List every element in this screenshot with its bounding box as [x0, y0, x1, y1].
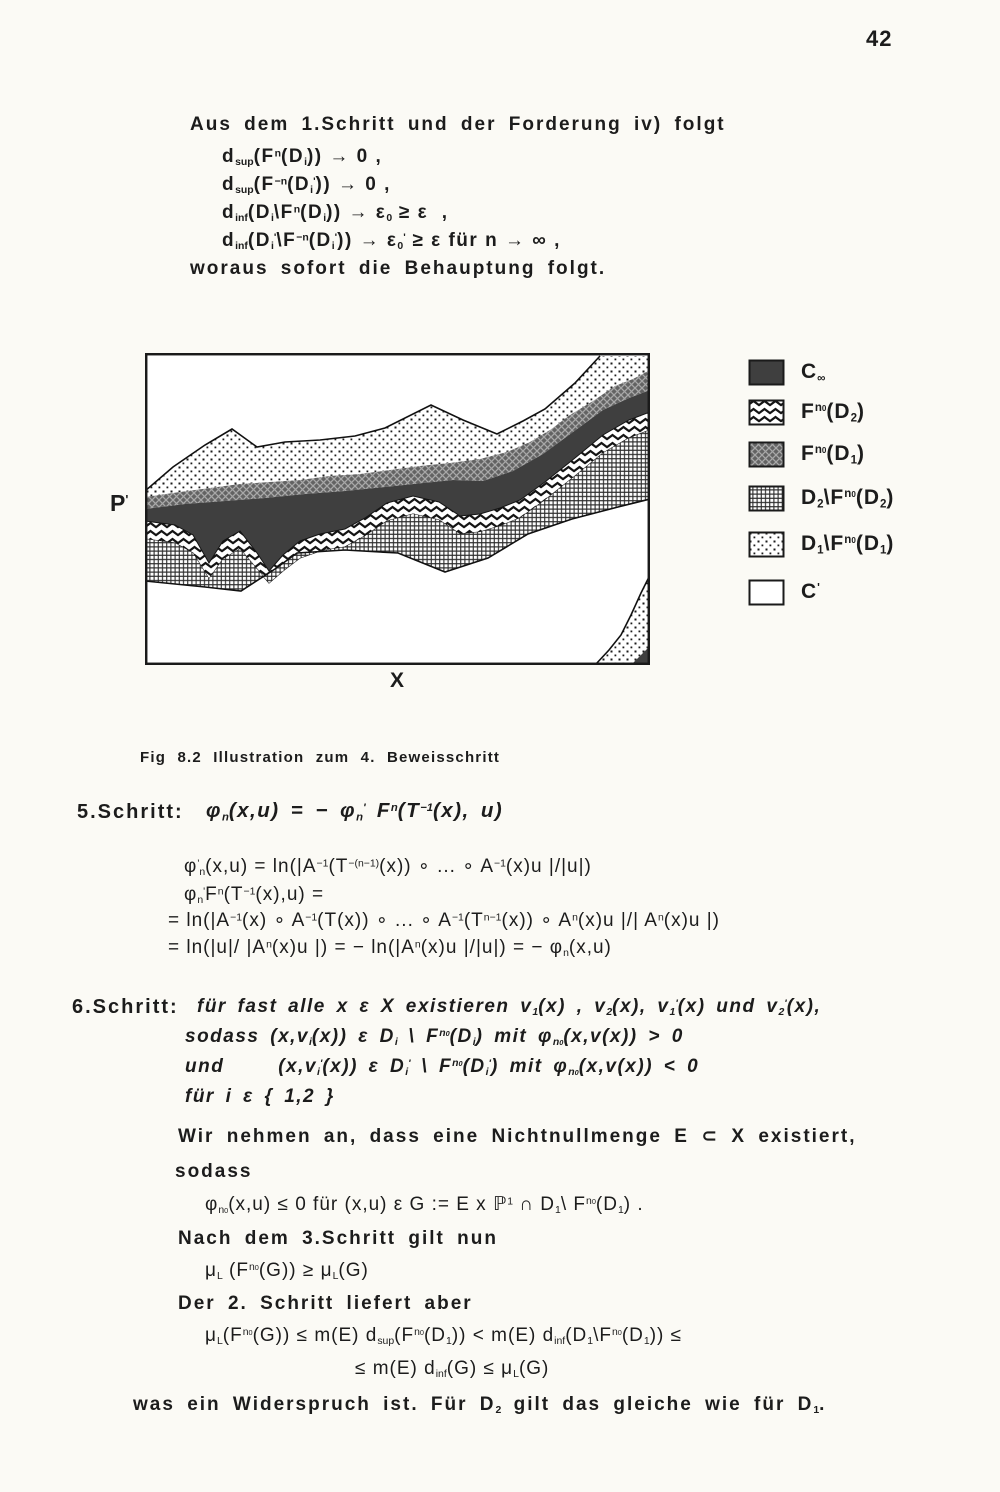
legend-label-c-infinity: $C_\infty$: [801, 359, 826, 385]
step5-derivation-3: = $\ln(|A^{-1}(x)$ ∘ $A^{-1}(T(x))$ ∘ ... ∘ $A^{-1}(T^{n-1}(x))$ ∘ $A^n(x)u$ |/| $A^n(x)u$ |): [168, 910, 721, 931]
legend-swatch-d1-minus: [748, 531, 785, 558]
step5-derivation-1: $\varphi'_n(x,u) = \ln(|A^{-1}(T^{-(n-1)}(x))$ ∘ ... ∘ $A^{-1}(x)u$ |/|u|): [184, 856, 592, 879]
proof-equation-3: $\mu_L(F^{n0}(G)) \le m(E) d_{sup}(F^{n0}(D_1)) < m(E)$ $d_{inf}(D_1\backslash F^{n0}(D_1))$ ≤: [205, 1325, 683, 1348]
step5-derivation-2: $\varphi_n'F^n(T^{-1}(x),u)$ =: [184, 884, 325, 907]
legend-label-f-n0-d1: $F^{n0}(D_1)$: [801, 441, 865, 467]
step6-claim-1: für fast alle x ε X existieren $v_1(x)$ , $v_2(x)$, $v_1'(x)$ und $v_2'(x)$,: [197, 996, 822, 1019]
step5-derivation-4: = ln(|u|/ $|A^n(x)u$ |) = − $\ln(|A^n(x)u$ |/|u|) = − $\varphi_n(x,u)$: [168, 937, 612, 960]
page-number: 42: [866, 26, 893, 51]
intro-equation-3: $d_{inf}(D_i\backslash F^n(D_i)) \to \varepsilon_0 \ge \varepsilon$ ,: [222, 202, 449, 225]
legend-row-f-n0-d2: [748, 398, 865, 426]
intro-equation-4: $d_{inf}(D_i'\backslash F^{-n}(D_i')) \to \varepsilon_0' \ge \varepsilon$ für n → ∞ ,: [222, 230, 561, 253]
proof-line-4: Der 2. Schritt liefert aber: [178, 1293, 473, 1314]
legend-label-f-n0-d2: $F^{n0}(D_2)$: [801, 399, 865, 425]
intro-equation-1: $d_{sup}(F^n(D_i)) \to 0$ ,: [222, 146, 383, 169]
legend-row-f-n0-d1: [748, 440, 865, 468]
proof-equation-4: ≤ m(E) $d_{inf}(G) \le \mu_L(G)$: [355, 1358, 550, 1381]
step6-claim-4: für i ε { 1,2 }: [185, 1086, 335, 1107]
intro-closing: woraus sofort die Behauptung folgt.: [190, 258, 607, 279]
legend-row-c-infinity: [748, 358, 825, 386]
legend-swatch-d2-minus: [748, 485, 785, 512]
legend-label-d1-minus: $D_1\backslash F^{n0}(D_1)$: [801, 531, 895, 557]
intro-opening: Aus dem 1.Schritt und der Forderung iv) folgt: [190, 114, 726, 135]
legend-swatch-c-prime: [748, 579, 785, 606]
legend-swatch-f-n0-d2: [748, 399, 785, 426]
intro-equation-2: $d_{sup}(F^{-n}(D_i')) \to 0$ ,: [222, 174, 391, 197]
step6-label: 6.Schritt:: [72, 996, 179, 1018]
axis-label-p1: P': [110, 490, 129, 516]
proof-line-3: Nach dem 3.Schritt gilt nun: [178, 1228, 498, 1249]
axis-label-x: X: [390, 669, 405, 692]
proof-equation-1: $\varphi_{n0}(x,u) \le 0$ für (x,u) ε G := E x ℙ$^1$ ∩ $D_1\backslash$ $F^{n0}(D_1)$ .: [205, 1194, 644, 1217]
step5-label: 5.Schritt:: [77, 801, 184, 823]
step6-claim-2: sodass $(x,v_i(x))$ ε $D_i$ \ $F^{n0}(D_i)$ mit $\varphi_{n0}(x,v(x)) > 0$: [185, 1026, 684, 1049]
proof-equation-2: $\mu_L$ $(F^{n0}(G)) \ge \mu_L(G)$: [205, 1260, 369, 1283]
legend-row-c-prime: [748, 578, 820, 606]
figure-caption: Fig 8.2 Illustration zum 4. Beweisschritt: [140, 749, 501, 766]
figure-plot: [145, 353, 650, 665]
proof-line-1: Wir nehmen an, dass eine Nichtnullmenge E ⊂ X existiert,: [178, 1126, 857, 1147]
legend-row-d2-minus: [748, 484, 894, 512]
legend-swatch-f-n0-d1: [748, 441, 785, 468]
legend-label-d2-minus: $D_2\backslash F^{n0}(D_2)$: [801, 485, 895, 511]
proof-line-2: sodass: [175, 1161, 253, 1182]
proof-line-5: was ein Widerspruch ist. Für $D_2$ gilt das gleiche wie für $D_1$.: [133, 1394, 827, 1417]
step6-claim-3: und $(x,v_i'(x))$ ε $D_i'$ \ $F^{n0}(D_i')$ mit $\varphi_{n0}(x,v(x)) < 0$: [185, 1056, 700, 1079]
step5-equation: $\varphi_n(x,u)$ = − $\varphi_n'$ $F^n(T^{-1}(x)$, u): [206, 799, 504, 824]
legend-swatch-c-infinity: [748, 359, 785, 386]
legend-row-d1-minus: [748, 530, 894, 558]
legend-label-c-prime: C': [801, 580, 820, 603]
